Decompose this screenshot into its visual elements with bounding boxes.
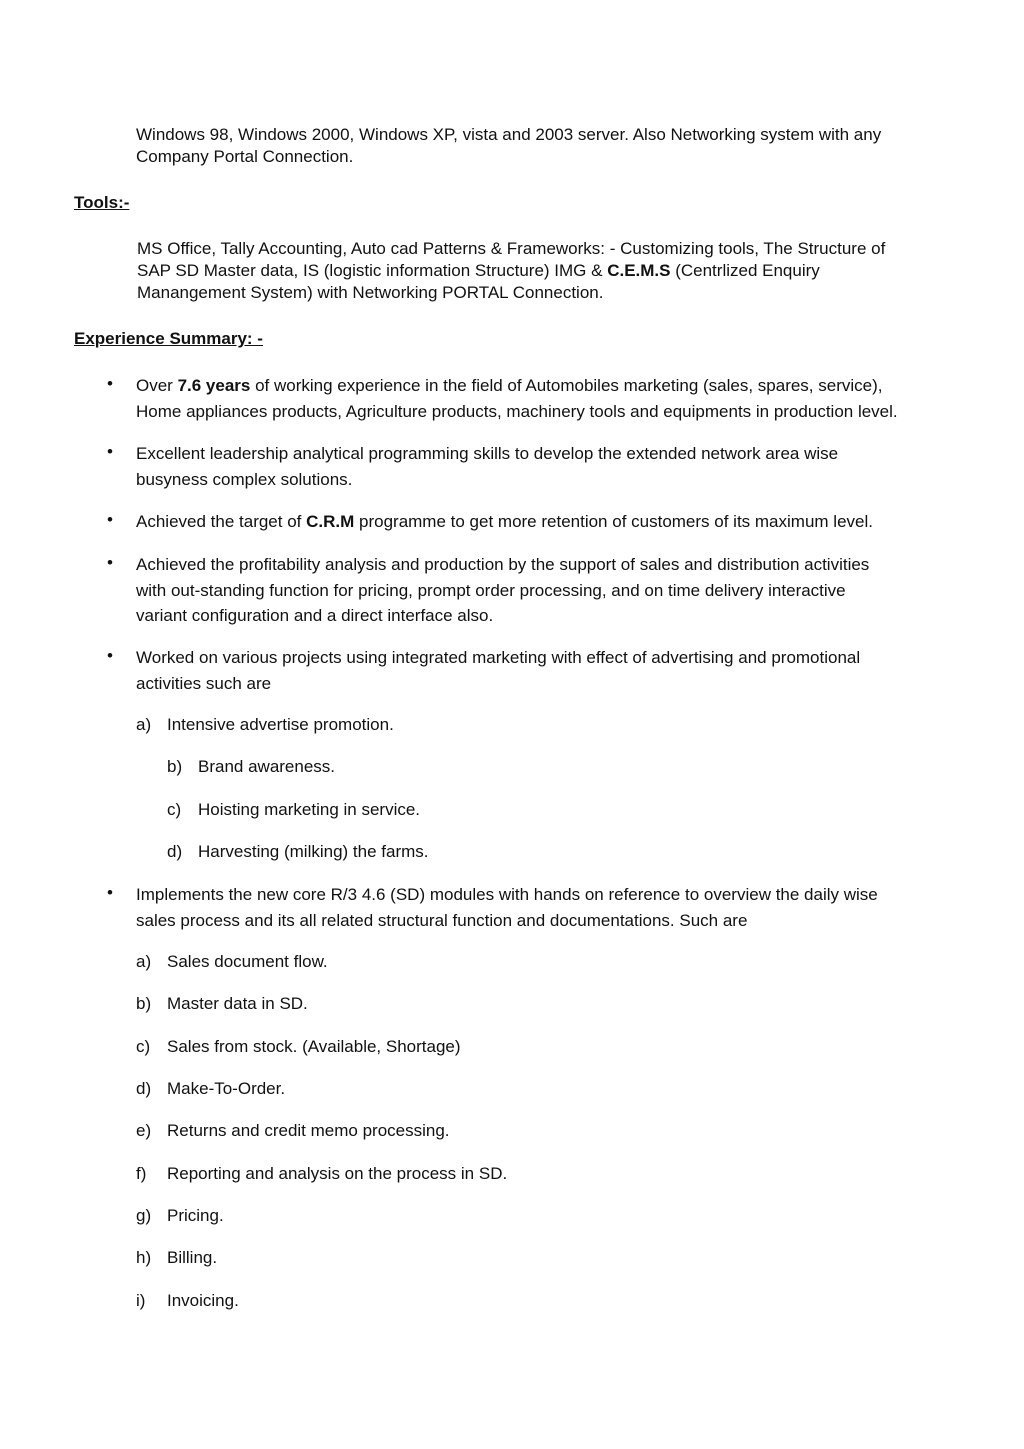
bullet-icon: •: [107, 442, 113, 461]
bullet-1-pre: Over: [136, 376, 178, 395]
list-item-text: Hoisting marketing in service.: [198, 800, 421, 819]
bullet-4-text: [136, 552, 956, 629]
bullet-6-line-1: Implements the new core R/3 4.6 (SD) modules with hands on reference to overview the daily wise: [136, 885, 878, 904]
list-item-text: Master data in SD.: [167, 994, 308, 1013]
list-marker: g): [136, 1206, 152, 1225]
crm-highlight: C.R.M: [306, 512, 355, 531]
tools-line-1: MS Office, Tally Accounting, Auto cad Patterns & Frameworks: - Customizing tools, The Structure of: [137, 239, 886, 258]
bullet-4-line-2: with out-standing function for pricing, prompt order processing, and on time delivery interactive: [136, 580, 846, 600]
bullet-4-line-1: Achieved the profitability analysis and production by the support of sales and distribution activities: [136, 555, 870, 574]
tools-line-2a: SAP SD Master data, IS (logistic information Structure) IMG &: [137, 261, 608, 280]
years-highlight: 7.6 years: [177, 376, 251, 395]
tools-line-2b: (Centrlized Enquiry: [670, 261, 820, 280]
list-item-text: Sales document flow.: [167, 952, 328, 971]
tools-line-3: Manangement System) with Networking PORTAL Connection.: [137, 283, 604, 302]
bullet-2-text: [136, 441, 956, 492]
list-marker: b): [167, 757, 183, 776]
cems-term: C.E.M.S: [607, 261, 671, 280]
list-item-text: Sales from stock. (Available, Shortage): [167, 1037, 461, 1056]
bullet-5-line-2: activities such are: [136, 673, 272, 693]
list-marker: i): [136, 1291, 146, 1310]
list-marker: f): [136, 1164, 147, 1183]
list-item-text: Returns and credit memo processing.: [167, 1121, 450, 1140]
os-line-1: Windows 98, Windows 2000, Windows XP, vista and 2003 server. Also Networking system with any: [136, 125, 882, 144]
list-item-text: Brand awareness.: [198, 757, 336, 776]
bullet-3-post: programme to get more retention of customers of its maximum level.: [354, 512, 873, 531]
bullet-4-line-3: variant configuration and a direct interface also.: [136, 606, 494, 625]
bullet-icon: •: [107, 510, 113, 529]
list-marker: d): [136, 1079, 152, 1098]
bullet-2-line-1: Excellent leadership analytical programming skills to develop the extended network area wise: [136, 444, 839, 463]
list-marker: b): [136, 994, 152, 1013]
list-item-text: Billing.: [167, 1248, 218, 1267]
bullet-1-text: [136, 373, 956, 424]
bullet-5-line-1: Worked on various projects using integrated marketing with effect of advertising and promotional: [136, 648, 861, 667]
list-marker: h): [136, 1248, 152, 1267]
list-marker: a): [136, 715, 152, 734]
tools-heading: Tools:-: [74, 193, 130, 212]
experience-heading: Experience Summary: -: [74, 329, 263, 348]
bullet-6-line-2: sales process and its all related structural function and documentations. Such are: [136, 910, 748, 930]
list-item-text: Reporting and analysis on the process in SD.: [167, 1164, 508, 1183]
list-item-text: Invoicing.: [167, 1291, 239, 1310]
tools-paragraph: [137, 238, 957, 304]
list-marker: d): [167, 842, 183, 861]
bullet-1-line-2: Home appliances products, Agriculture products, machinery tools and equipments in production level.: [136, 401, 898, 421]
bullet-3-pre: Achieved the target of: [136, 512, 307, 531]
os-paragraph: [136, 124, 956, 168]
list-marker: c): [167, 800, 182, 819]
list-item-text: Intensive advertise promotion.: [167, 715, 394, 734]
bullet-icon: •: [107, 883, 113, 902]
bullet-2-line-2: busyness complex solutions.: [136, 469, 353, 489]
list-item-text: Harvesting (milking) the farms.: [198, 842, 429, 861]
list-marker: e): [136, 1121, 152, 1140]
list-item-text: Pricing.: [167, 1206, 224, 1225]
list-marker: a): [136, 952, 152, 971]
os-line-2: Company Portal Connection.: [136, 147, 354, 166]
bullet-icon: •: [107, 374, 113, 393]
bullet-3-text: [136, 509, 956, 535]
bullet-icon: •: [107, 553, 113, 572]
list-marker: c): [136, 1037, 151, 1056]
bullet-icon: •: [107, 646, 113, 665]
list-item-text: Make-To-Order.: [167, 1079, 286, 1098]
bullet-5-text: [136, 645, 956, 696]
bullet-1-post: of working experience in the field of Automobiles marketing (sales, spares, service),: [250, 376, 883, 395]
bullet-6-text: [136, 882, 956, 933]
